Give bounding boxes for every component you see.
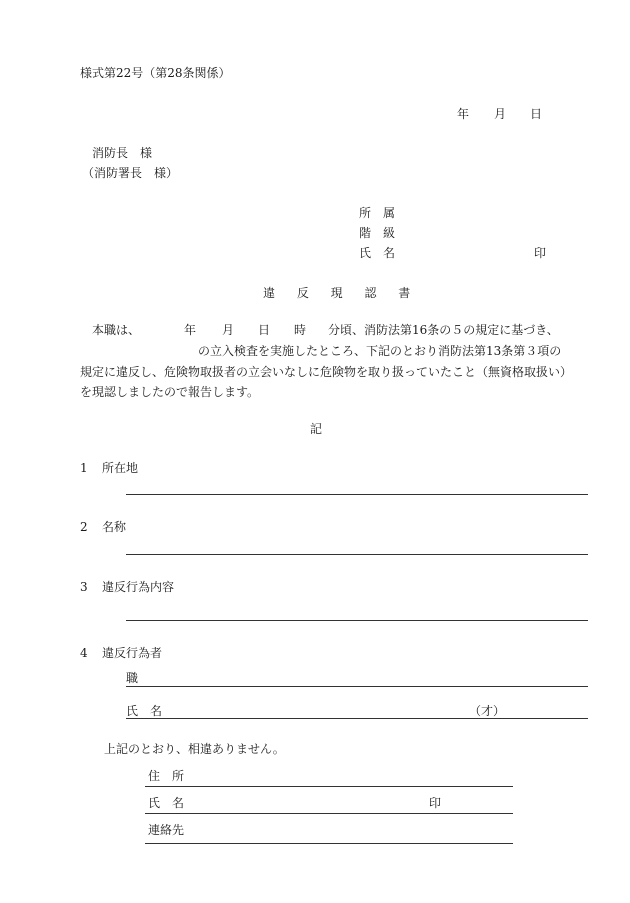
body-line2: の立入検査を実施したところ、下記のとおり消防法第13条第３項の <box>198 344 562 358</box>
item-3-line <box>126 620 588 621</box>
item-3-number: 3 <box>80 580 88 594</box>
confirmation-address-line <box>145 786 513 787</box>
form-number: 様式第22号（第28条関係） <box>80 66 231 80</box>
date-month-label: 月 <box>494 107 507 121</box>
item-4-label: 違反行為者 <box>102 646 163 660</box>
violator-name-label: 氏 名 <box>126 704 163 718</box>
confirmation-address-label: 住 所 <box>148 769 185 783</box>
confirmation-contact-line <box>145 843 513 844</box>
item-2-number: 2 <box>80 520 88 534</box>
addressee-fire-chief: 消防長 様 <box>92 146 153 160</box>
violator-job-line <box>126 686 588 687</box>
item-1-number: 1 <box>80 461 88 475</box>
confirmation-contact-label: 連絡先 <box>148 823 185 837</box>
body-line1-hour: 時 <box>294 323 307 337</box>
addressee-station-chief: （消防署長 様） <box>82 166 179 180</box>
body-line1-rest: 分頃、消防法第16条の５の規定に基づき、 <box>328 323 559 337</box>
violator-job-label: 職 <box>126 671 139 685</box>
body-line1-start: 本職は、 <box>92 323 141 337</box>
item-3-label: 違反行為内容 <box>102 580 175 594</box>
body-line1-month: 月 <box>222 323 235 337</box>
body-line3: 規定に違反し、危険物取扱者の立会いなしに危険物を取り扱っていたこと（無資格取扱い） <box>80 365 573 379</box>
reporter-affiliation-label: 所 属 <box>359 206 396 220</box>
violator-name-line <box>126 718 588 719</box>
date-year-label: 年 <box>457 107 470 121</box>
body-line1-year: 年 <box>184 323 197 337</box>
body-line1-day: 日 <box>258 323 271 337</box>
confirmation-name-label: 氏 名 <box>148 796 185 810</box>
item-2-label: 名称 <box>102 520 127 534</box>
date-day-label: 日 <box>530 107 543 121</box>
reporter-seal: 印 <box>534 246 547 260</box>
document-title: 違 反 現 認 書 <box>263 286 420 300</box>
item-4-number: 4 <box>80 646 88 660</box>
confirmation-statement: 上記のとおり、相違ありません。 <box>104 742 285 756</box>
item-1-label: 所在地 <box>102 461 139 475</box>
item-1-line <box>126 494 588 495</box>
confirmation-seal: 印 <box>429 796 442 810</box>
body-line4: を現認しましたので報告します。 <box>80 385 260 399</box>
confirmation-name-line <box>145 813 513 814</box>
violator-age-label: （才） <box>469 704 506 718</box>
item-2-line <box>126 554 588 555</box>
reporter-rank-label: 階 級 <box>359 226 396 240</box>
ki-heading: 記 <box>310 422 323 436</box>
reporter-name-label: 氏 名 <box>359 246 396 260</box>
